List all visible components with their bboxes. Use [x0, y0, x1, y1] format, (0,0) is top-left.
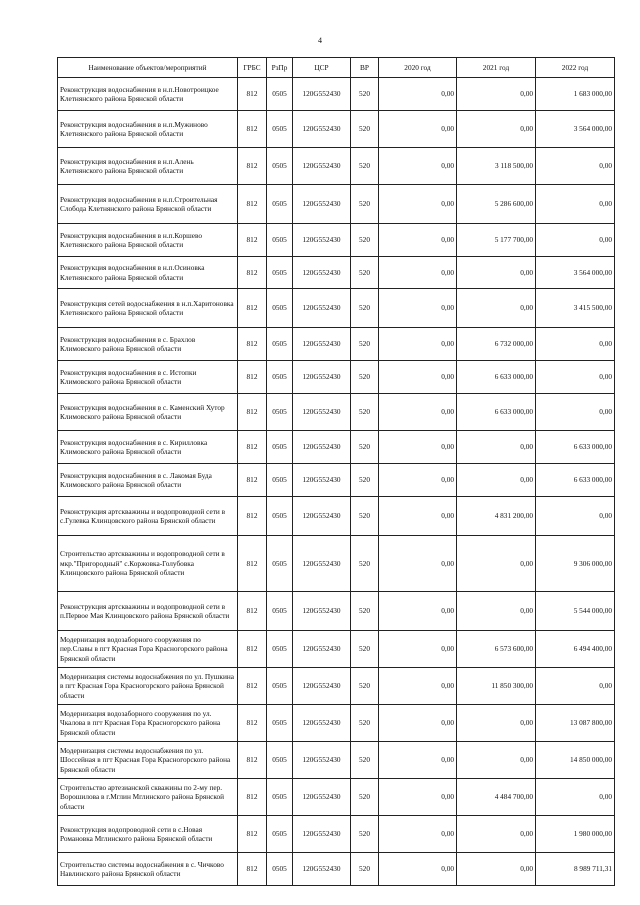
row-name: Реконструкция водоснабжения в с. Лакомая Буда Климовского района Брянской области	[58, 464, 238, 497]
row-name: Реконструкция водоснабжения в с. Кирилловка Климовского района Брянской области	[58, 431, 238, 464]
row-2022: 0,00	[536, 361, 615, 394]
row-2020: 0,00	[379, 394, 457, 431]
row-vr: 520	[351, 536, 379, 592]
header-2022: 2022 год	[536, 58, 615, 78]
row-grbs: 812	[238, 431, 267, 464]
row-vr: 520	[351, 742, 379, 779]
row-rzpr: 0505	[267, 536, 293, 592]
table-row	[58, 148, 615, 185]
row-rzpr: 0505	[267, 328, 293, 361]
row-2021: 4 484 700,00	[457, 779, 536, 816]
row-2020: 0,00	[379, 779, 457, 816]
row-vr: 520	[351, 361, 379, 394]
row-grbs: 812	[238, 592, 267, 631]
header-vr: ВР	[351, 58, 379, 78]
row-2022: 0,00	[536, 779, 615, 816]
row-2020: 0,00	[379, 328, 457, 361]
row-rzpr: 0505	[267, 497, 293, 536]
row-2022: 0,00	[536, 668, 615, 705]
row-csr: 120G552430	[293, 536, 351, 592]
row-vr: 520	[351, 431, 379, 464]
row-grbs: 812	[238, 536, 267, 592]
row-name: Модернизация водозаборного сооружения по ул. Чкалова в пгт Красная Гора Красногорского района Брянской области	[58, 705, 238, 742]
row-name: Реконструкция артскважины и водопроводной сети в п.Первое Мая Клинцовского района Брянской области	[58, 592, 238, 631]
row-grbs: 812	[238, 78, 267, 111]
table-row	[58, 185, 615, 224]
row-name: Реконструкция водоснабжения в н.п.Коршево Клетнянского района Брянской области	[58, 224, 238, 257]
row-grbs: 812	[238, 361, 267, 394]
row-2020: 0,00	[379, 464, 457, 497]
row-csr: 120G552430	[293, 464, 351, 497]
row-name: Строительство артскважины и водопроводной сети в мкр."Пригородный" с.Коржовка-Голубовка Клинцовского района Брянской области	[58, 536, 238, 592]
row-grbs: 812	[238, 705, 267, 742]
row-name: Реконструкция водоснабжения в н.п.Мужиново Клетнянского района Брянской области	[58, 111, 238, 148]
row-2021: 6 633 000,00	[457, 361, 536, 394]
row-csr: 120G552430	[293, 361, 351, 394]
row-name: Реконструкция артскважины и водопроводной сети в с.Гулевка Клинцовского района Брянской области	[58, 497, 238, 536]
row-vr: 520	[351, 78, 379, 111]
row-2021: 0,00	[457, 816, 536, 853]
row-2020: 0,00	[379, 668, 457, 705]
row-rzpr: 0505	[267, 779, 293, 816]
row-csr: 120G552430	[293, 668, 351, 705]
row-grbs: 812	[238, 464, 267, 497]
row-2021: 6 732 000,00	[457, 328, 536, 361]
row-grbs: 812	[238, 497, 267, 536]
row-rzpr: 0505	[267, 853, 293, 886]
row-csr: 120G552430	[293, 257, 351, 289]
row-vr: 520	[351, 185, 379, 224]
row-csr: 120G552430	[293, 779, 351, 816]
header-2021: 2021 год	[457, 58, 536, 78]
row-vr: 520	[351, 668, 379, 705]
table-row	[58, 361, 615, 394]
table-row	[58, 464, 615, 497]
row-2020: 0,00	[379, 431, 457, 464]
table-row	[58, 779, 615, 816]
row-grbs: 812	[238, 289, 267, 328]
row-name: Реконструкция водоснабжения в н.п.Алень Клетнянского района Брянской области	[58, 148, 238, 185]
row-name: Модернизация водозаборного сооружения по пер.Славы в пгт Красная Гора Красногорского района Брянской области	[58, 631, 238, 668]
row-vr: 520	[351, 289, 379, 328]
row-rzpr: 0505	[267, 148, 293, 185]
row-csr: 120G552430	[293, 592, 351, 631]
row-2020: 0,00	[379, 361, 457, 394]
row-vr: 520	[351, 148, 379, 185]
table-row	[58, 111, 615, 148]
row-2020: 0,00	[379, 853, 457, 886]
row-csr: 120G552430	[293, 742, 351, 779]
row-2022: 0,00	[536, 328, 615, 361]
row-2022: 13 087 800,00	[536, 705, 615, 742]
row-rzpr: 0505	[267, 78, 293, 111]
row-2022: 1 980 000,00	[536, 816, 615, 853]
row-name: Реконструкция сетей водоснабжения в н.п.Харитоновка Клетнянского района Брянской области	[58, 289, 238, 328]
row-grbs: 812	[238, 257, 267, 289]
row-csr: 120G552430	[293, 328, 351, 361]
row-2021: 4 831 200,00	[457, 497, 536, 536]
row-2021: 6 573 600,00	[457, 631, 536, 668]
table-row	[58, 78, 615, 111]
row-2020: 0,00	[379, 111, 457, 148]
row-2021: 0,00	[457, 705, 536, 742]
row-csr: 120G552430	[293, 816, 351, 853]
table-row	[58, 631, 615, 668]
row-rzpr: 0505	[267, 257, 293, 289]
row-2022: 1 683 000,00	[536, 78, 615, 111]
row-2021: 3 118 500,00	[457, 148, 536, 185]
header-2020: 2020 год	[379, 58, 457, 78]
header-grbs: ГРБС	[238, 58, 267, 78]
row-2021: 0,00	[457, 78, 536, 111]
table-row	[58, 705, 615, 742]
row-2021: 5 286 600,00	[457, 185, 536, 224]
row-2022: 0,00	[536, 224, 615, 257]
row-2020: 0,00	[379, 224, 457, 257]
row-rzpr: 0505	[267, 431, 293, 464]
row-rzpr: 0505	[267, 111, 293, 148]
row-csr: 120G552430	[293, 853, 351, 886]
header-csr: ЦСР	[293, 58, 351, 78]
row-grbs: 812	[238, 111, 267, 148]
row-rzpr: 0505	[267, 224, 293, 257]
row-name: Реконструкция водоснабжения в с. Истопки Климовского района Брянской области	[58, 361, 238, 394]
row-rzpr: 0505	[267, 631, 293, 668]
row-vr: 520	[351, 779, 379, 816]
table-row	[58, 853, 615, 886]
row-2022: 8 989 711,31	[536, 853, 615, 886]
row-2020: 0,00	[379, 592, 457, 631]
row-name: Реконструкция водоснабжения в с. Брахлов Климовского района Брянской области	[58, 328, 238, 361]
table-row	[58, 431, 615, 464]
row-2022: 6 494 400,00	[536, 631, 615, 668]
row-csr: 120G552430	[293, 705, 351, 742]
row-2020: 0,00	[379, 78, 457, 111]
row-vr: 520	[351, 816, 379, 853]
row-2020: 0,00	[379, 289, 457, 328]
row-rzpr: 0505	[267, 361, 293, 394]
row-2021: 0,00	[457, 431, 536, 464]
table-row	[58, 257, 615, 289]
table-row	[58, 742, 615, 779]
row-rzpr: 0505	[267, 464, 293, 497]
row-2021: 0,00	[457, 289, 536, 328]
table-row	[58, 668, 615, 705]
row-rzpr: 0505	[267, 394, 293, 431]
row-rzpr: 0505	[267, 705, 293, 742]
row-vr: 520	[351, 497, 379, 536]
row-csr: 120G552430	[293, 185, 351, 224]
row-name: Реконструкция водоснабжения в с. Каменский Хутор Климовского района Брянской области	[58, 394, 238, 431]
row-2022: 0,00	[536, 148, 615, 185]
row-2020: 0,00	[379, 536, 457, 592]
row-vr: 520	[351, 853, 379, 886]
row-rzpr: 0505	[267, 592, 293, 631]
row-csr: 120G552430	[293, 289, 351, 328]
row-csr: 120G552430	[293, 78, 351, 111]
row-2021: 0,00	[457, 464, 536, 497]
row-name: Строительство артезианской скважины по 2-му пер. Ворошилова в г.Мглин Мглинского района Брянской области	[58, 779, 238, 816]
row-2021: 0,00	[457, 592, 536, 631]
row-2020: 0,00	[379, 148, 457, 185]
row-2020: 0,00	[379, 631, 457, 668]
row-2022: 9 306 000,00	[536, 536, 615, 592]
row-vr: 520	[351, 224, 379, 257]
row-csr: 120G552430	[293, 394, 351, 431]
row-2021: 0,00	[457, 111, 536, 148]
table-row	[58, 394, 615, 431]
row-grbs: 812	[238, 742, 267, 779]
row-vr: 520	[351, 464, 379, 497]
row-grbs: 812	[238, 853, 267, 886]
row-vr: 520	[351, 111, 379, 148]
table-row	[58, 328, 615, 361]
row-2022: 0,00	[536, 185, 615, 224]
row-rzpr: 0505	[267, 816, 293, 853]
row-grbs: 812	[238, 148, 267, 185]
row-grbs: 812	[238, 328, 267, 361]
table-row	[58, 289, 615, 328]
row-2022: 3 564 000,00	[536, 257, 615, 289]
table-row	[58, 592, 615, 631]
row-grbs: 812	[238, 631, 267, 668]
row-2021: 0,00	[457, 257, 536, 289]
header-rzpr: РзПр	[267, 58, 293, 78]
row-vr: 520	[351, 257, 379, 289]
page-number: 4	[318, 36, 322, 45]
row-name: Реконструкция водопроводной сети в с.Новая Романовка Мглинского района Брянской области	[58, 816, 238, 853]
row-2021: 0,00	[457, 536, 536, 592]
row-2022: 14 850 000,00	[536, 742, 615, 779]
row-name: Строительство системы водоснабжения в с. Чичково Навлинского района Брянской области	[58, 853, 238, 886]
row-grbs: 812	[238, 185, 267, 224]
row-2020: 0,00	[379, 705, 457, 742]
row-csr: 120G552430	[293, 148, 351, 185]
row-2022: 6 633 000,00	[536, 431, 615, 464]
row-2020: 0,00	[379, 816, 457, 853]
row-name: Модернизация системы водоснабжения по ул. Пушкина в пгт Красная Гора Красногорского района Брянской области	[58, 668, 238, 705]
row-vr: 520	[351, 705, 379, 742]
row-2020: 0,00	[379, 257, 457, 289]
row-2020: 0,00	[379, 742, 457, 779]
row-2021: 0,00	[457, 742, 536, 779]
row-2021: 0,00	[457, 853, 536, 886]
row-2021: 5 177 700,00	[457, 224, 536, 257]
row-name: Модернизация системы водоснабжения по ул. Шоссейная в пгт Красная Гора Красногорского района Брянской области	[58, 742, 238, 779]
row-grbs: 812	[238, 668, 267, 705]
row-rzpr: 0505	[267, 668, 293, 705]
row-csr: 120G552430	[293, 224, 351, 257]
row-grbs: 812	[238, 224, 267, 257]
row-2022: 6 633 000,00	[536, 464, 615, 497]
row-name: Реконструкция водоснабжения в н.п.Осиновка Клетнянского района Брянской области	[58, 257, 238, 289]
row-2022: 3 415 500,00	[536, 289, 615, 328]
table-row	[58, 497, 615, 536]
row-2022: 0,00	[536, 394, 615, 431]
row-2022: 3 564 000,00	[536, 111, 615, 148]
row-csr: 120G552430	[293, 631, 351, 668]
row-vr: 520	[351, 328, 379, 361]
row-csr: 120G552430	[293, 497, 351, 536]
table-row	[58, 224, 615, 257]
header-name: Наименование объектов/мероприятий	[58, 58, 238, 78]
row-rzpr: 0505	[267, 742, 293, 779]
row-vr: 520	[351, 592, 379, 631]
row-name: Реконструкция водоснабжения в н.п.Строительная Слобода Клетнянского района Брянской области	[58, 185, 238, 224]
row-rzpr: 0505	[267, 289, 293, 328]
row-2020: 0,00	[379, 185, 457, 224]
row-grbs: 812	[238, 394, 267, 431]
row-grbs: 812	[238, 816, 267, 853]
row-csr: 120G552430	[293, 431, 351, 464]
row-rzpr: 0505	[267, 185, 293, 224]
row-name: Реконструкция водоснабжения в н.п.Новотроицкое Клетнянского района Брянской области	[58, 78, 238, 111]
table-row	[58, 536, 615, 592]
row-vr: 520	[351, 631, 379, 668]
budget-table	[57, 57, 615, 886]
row-2021: 6 633 000,00	[457, 394, 536, 431]
table-header-row	[58, 58, 615, 78]
row-2021: 11 850 300,00	[457, 668, 536, 705]
table-row	[58, 816, 615, 853]
row-csr: 120G552430	[293, 111, 351, 148]
row-vr: 520	[351, 394, 379, 431]
row-2022: 0,00	[536, 497, 615, 536]
row-grbs: 812	[238, 779, 267, 816]
row-2020: 0,00	[379, 497, 457, 536]
row-2022: 5 544 000,00	[536, 592, 615, 631]
